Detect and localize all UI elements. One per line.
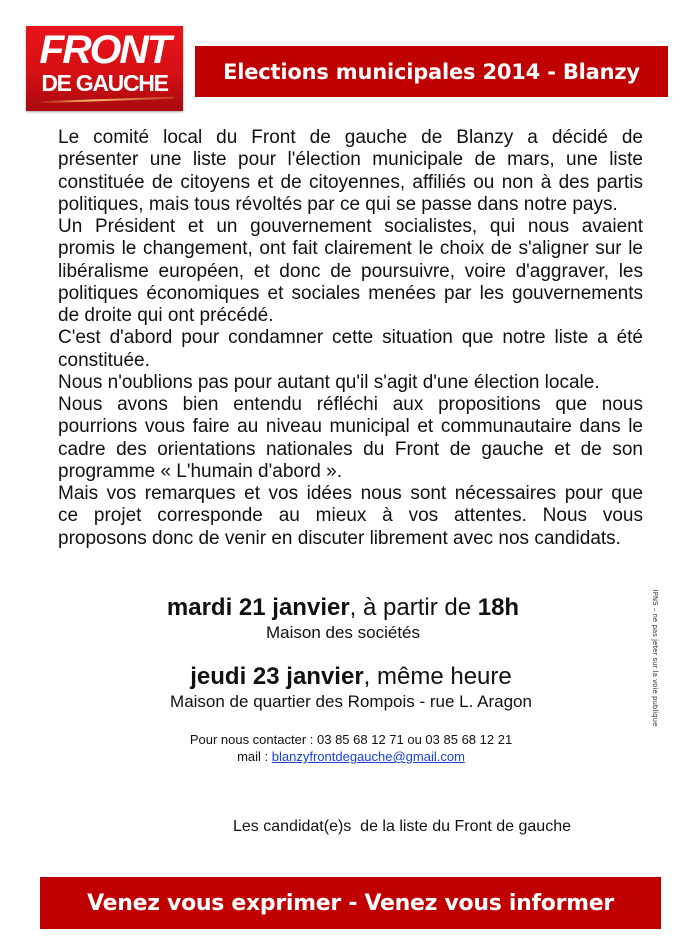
event-1-place: Maison des sociétés <box>265 623 421 642</box>
body-line: politiques, mais tous révoltés par ce qui se passe dans notre pays. <box>58 193 618 215</box>
body-line: ce projet corresponde au mieux à vos attentes. Nous vous <box>58 505 643 527</box>
body-line: présenter une liste pour l'élection municipale de mars, une liste <box>58 149 643 171</box>
contact-phone: Pour nous contacter : 03 85 68 12 71 ou 03 85 68 12 21 <box>189 732 513 747</box>
body-line: constituée de citoyens et de citoyennes, affiliés ou non à des partis <box>58 171 643 193</box>
body-line: C'est d'abord pour condamner cette situation que notre liste a été <box>58 327 643 349</box>
event-2-mid: , même heure <box>363 663 512 690</box>
event-1-mid: , à partir de <box>349 594 478 621</box>
body-line: Nous avons bien entendu réfléchi aux propositions que nous <box>58 394 643 415</box>
logo-text-front: FRONT <box>39 28 170 72</box>
body-line: pourrions vous faire au niveau municipal et communautaire dans le <box>58 416 643 438</box>
footer-slogan: Venez vous exprimer - Venez vous informer <box>87 890 614 916</box>
body-line: cadre des orientations nationales du Front de gauche et de son <box>58 438 643 460</box>
body-text <box>58 127 643 550</box>
contact-mail <box>1 748 700 765</box>
event-2-title <box>1 663 700 691</box>
signature: Les candidat(e)s de la liste du Front de gauche <box>233 818 571 835</box>
body-line: de droite qui ont précédé. <box>58 305 274 326</box>
body-line: Nous n'oublions pas pour autant qu'il s'agit d'une élection locale. <box>58 371 600 393</box>
ipns-note <box>646 584 659 734</box>
ipns-note-text: IPNS – ne pas jeter sur la voie publique <box>651 589 659 727</box>
body-line: libéralisme européen, et donc de poursuivre, voire d'aggraver, les <box>58 260 643 282</box>
body-line: Le comité local du Front de gauche de Blanzy a décidé de <box>58 127 643 148</box>
event-1-title <box>0 594 693 622</box>
email-link[interactable]: blanzyfrontdegauche@gmail.com <box>271 749 465 764</box>
event-2-place: Maison de quartier des Rompois - rue L. Aragon <box>170 692 532 711</box>
body-line: Un Président et un gouvernement socialistes, qui nous avaient <box>58 216 643 237</box>
footer-banner <box>40 877 661 929</box>
contact-mail-label: mail : <box>237 749 272 764</box>
page-title: Elections municipales 2014 - Blanzy <box>223 59 640 84</box>
front-de-gauche-logo <box>26 26 183 111</box>
header-banner <box>195 46 668 97</box>
event-2-day: jeudi 23 janvier <box>190 663 364 690</box>
body-line: politiques économiques et sociales menées par les gouvernements <box>58 282 643 304</box>
event-1-day: mardi 21 janvier <box>166 594 350 621</box>
logo-text-de-gauche: DE GAUCHE <box>41 70 168 96</box>
body-line: proposons donc de venir en discuter librement avec nos candidats. <box>58 527 621 549</box>
body-line: constituée. <box>58 349 150 371</box>
body-line: programme « L'humain d'abord ». <box>58 460 342 482</box>
logo-swoosh <box>36 97 174 104</box>
body-line: promis le changement, ont fait clairement le choix de s'aligner sur le <box>58 238 643 260</box>
event-1-time: 18h <box>477 594 520 621</box>
body-line: Mais vos remarques et vos idées nous sont nécessaires pour que <box>58 483 643 504</box>
